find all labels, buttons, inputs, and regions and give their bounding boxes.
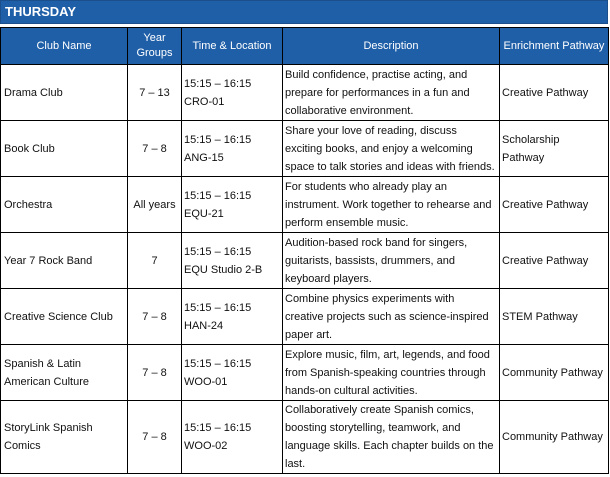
time: 15:15 – 16:15	[184, 245, 252, 258]
time-location	[182, 233, 283, 289]
description: Share your love of reading, discuss exciting books, and enjoy a welcoming space to talk stories and ideas with friends.	[283, 121, 500, 177]
location: CRO-01	[184, 95, 225, 108]
header-club-name: Club Name	[1, 28, 128, 65]
club-name: Book Club	[1, 121, 128, 177]
location: ANG-15	[184, 151, 224, 164]
year-groups: 7 – 8	[128, 345, 182, 401]
table-row	[1, 121, 609, 177]
location: EQU Studio 2-B	[184, 263, 263, 276]
time-location	[182, 289, 283, 345]
description: Collaboratively create Spanish comics, boosting storytelling, teamwork, and language skills. Each chapter builds on the last.	[283, 401, 500, 474]
enrichment-pathway: Creative Pathway	[500, 177, 609, 233]
enrichment-pathway: Creative Pathway	[500, 65, 609, 121]
location: EQU-21	[184, 207, 224, 220]
table-row	[1, 233, 609, 289]
table-row	[1, 345, 609, 401]
year-groups: 7 – 8	[128, 289, 182, 345]
location: HAN-24	[184, 319, 224, 332]
club-name: Year 7 Rock Band	[1, 233, 128, 289]
enrichment-pathway: STEM Pathway	[500, 289, 609, 345]
description: Combine physics experiments with creative projects such as science-inspired paper art.	[283, 289, 500, 345]
club-name: StoryLink Spanish Comics	[1, 401, 128, 474]
time: 15:15 – 16:15	[184, 422, 252, 434]
description: Explore music, film, art, legends, and food from Spanish-speaking countries through hands-on cultural activities.	[283, 345, 500, 401]
year-groups: 7	[128, 233, 182, 289]
time-location	[182, 177, 283, 233]
year-groups: 7 – 13	[128, 65, 182, 121]
enrichment-pathway: Scholarship Pathway	[500, 121, 609, 177]
year-groups: 7 – 8	[128, 121, 182, 177]
time-location	[182, 65, 283, 121]
time: 15:15 – 16:15	[184, 77, 252, 90]
club-name: Drama Club	[1, 65, 128, 121]
header-year-groups: Year Groups	[128, 28, 182, 65]
time-location	[182, 121, 283, 177]
year-groups: 7 – 8	[128, 401, 182, 474]
time: 15:15 – 16:15	[184, 301, 252, 314]
header-enrichment-pathway: Enrichment Pathway	[500, 28, 609, 65]
club-name: Spanish & Latin American Culture	[1, 345, 128, 401]
location: WOO-01	[184, 375, 228, 388]
table-row	[1, 65, 609, 121]
time: 15:15 – 16:15	[184, 357, 252, 370]
description: Audition-based rock band for singers, guitarists, bassists, drummers, and keyboard players.	[283, 233, 500, 289]
table-row	[1, 401, 609, 474]
club-name: Creative Science Club	[1, 289, 128, 345]
enrichment-pathway: Community Pathway	[500, 401, 609, 474]
enrichment-pathway: Creative Pathway	[500, 233, 609, 289]
time: 15:15 – 16:15	[184, 133, 252, 146]
club-name: Orchestra	[1, 177, 128, 233]
day-title: THURSDAY	[0, 0, 608, 24]
table-row	[1, 177, 609, 233]
location: WOO-02	[184, 440, 228, 452]
time-location	[182, 345, 283, 401]
description: For students who already play an instrument. Work together to rehearse and perform ensemble music.	[283, 177, 500, 233]
table-header-row	[1, 28, 609, 65]
enrichment-pathway: Community Pathway	[500, 345, 609, 401]
header-description: Description	[283, 28, 500, 65]
table-row	[1, 289, 609, 345]
club-table	[0, 27, 609, 474]
time: 15:15 – 16:15	[184, 189, 252, 202]
year-groups: All years	[128, 177, 182, 233]
time-location	[182, 401, 283, 474]
description: Build confidence, practise acting, and prepare for performances in a fun and collaborative environment.	[283, 65, 500, 121]
header-time-location: Time & Location	[182, 28, 283, 65]
